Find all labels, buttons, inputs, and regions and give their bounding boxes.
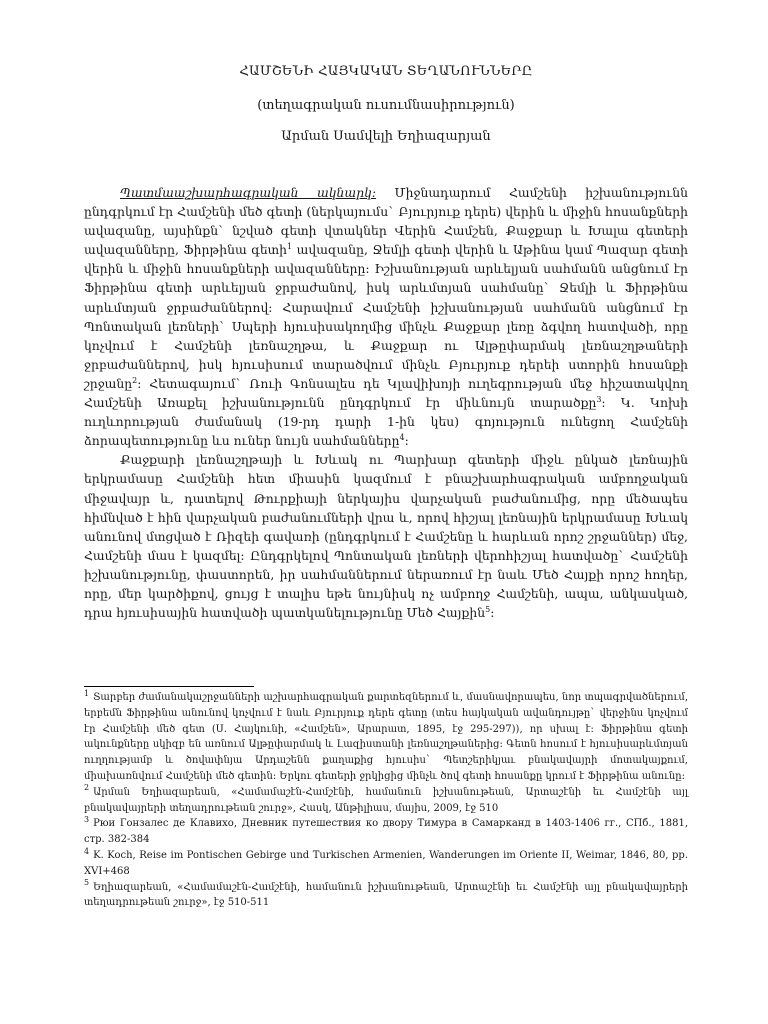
footnote-text: Արման Եղիազարեան, «Համամաշէն-Համշէնի, համանուն իշխանութեան, Արտաշէնի եւ Համշէնի այլ բնակավայրերի տեղադրութեան շուրջ», Հասկ, Անթիլիաս, մայիս, 2009, էջ 510 bbox=[84, 786, 688, 814]
footnote-4 bbox=[84, 848, 688, 880]
paragraph-text: ավազանը, Ջեմլի գետի վերին և Աթինա կամ Պազար գետի վերին և միջին հոսանքների ավազանները: Իշխանության արևելյան սահմանն անցնում էր Ֆիրթինա գետի արևելյան ջրբաժանով, իսկ արևմտյան սահմանը` Ջեմլի և Ֆիրթինա արևմտյան ջրբաժաններով: Հարավում Համշենի իշխանության սահմանն անցնում էր Պոնտական լեռների` Սպերի հյուսիսակողմից մինչև Քաջքար լեռը ձգվող հատվածի, որը կոչվում է Համշենի լեռնաշղթա, և Քաջքար ու Ալթըփարմակ լեռնաշղթաների ջրբաժաններով, իսկ հյուսիսում տարածվում մինչև Բյուրյուք դերեի ստորին հոսանքի շրջանը bbox=[84, 242, 688, 391]
section-heading: Պատմաաշխարհագրական ակնարկ: bbox=[120, 185, 377, 200]
footnote-text: K. Koch, Reise im Pontischen Gebirge und Turkischen Armenien, Wanderungen im Oriente II, Weimar, 1846, 80, pp. XVI+468 bbox=[84, 849, 688, 877]
paragraph-text: : bbox=[404, 433, 409, 449]
footnote-text: Рюи Гонзалес де Клавихо, Дневник путешествия ко двору Тимура в Самарканд в 1403-1406 гг., СПб., 1881, стр. 382-384 bbox=[84, 818, 688, 846]
footnote-number: 4 bbox=[84, 846, 90, 856]
footnote-ref: 4 bbox=[399, 433, 405, 443]
footnote-1 bbox=[84, 690, 688, 785]
paragraph-text: : Կ. Կոխի ուղևորության ժամանակ (19-րդ դարի 1-ին կես) գոյություն ունեցող Համշենի ձորապետությունը ևս ուներ նույն սահմանները bbox=[84, 395, 688, 449]
footnote-number: 5 bbox=[84, 878, 90, 888]
document-title: ՀԱՄՇԵՆԻ ՀԱՅԿԱԿԱՆ ՏԵՂԱՆՈՒՆՆԵՐԸ bbox=[239, 64, 533, 79]
footnote-2 bbox=[84, 785, 688, 817]
footnote-ref: 1 bbox=[287, 242, 293, 252]
footnote-ref: 2 bbox=[132, 375, 138, 385]
footnote-ref: 5 bbox=[485, 604, 491, 614]
footnote-divider bbox=[84, 686, 254, 687]
paragraph-text: : Հետագայում` Ռուի Գոնսալես դե Կլավիխոյի ուղեգրության մեջ հիշատակվող Համշենի Առաքել իշխանությունն ընդգրկում էր միևնույն տարածքը bbox=[84, 375, 688, 411]
document-subtitle: (տեղագրական ուսումնասիրություն) bbox=[257, 98, 515, 113]
footnote-3 bbox=[84, 816, 688, 848]
footnote-number: 2 bbox=[84, 783, 90, 793]
body-paragraph-1 bbox=[84, 183, 688, 450]
footnote-number: 1 bbox=[84, 688, 90, 698]
body-paragraph-2 bbox=[84, 450, 688, 622]
paragraph-text: Քաջքարի լեռնաշղթայի և Խևակ ու Պարխար գետերի միջև ընկած լեռնային երկրամասը Համշենի հետ միասին կազմում է բնաշխարհագրական ամբողջական միջավայր և, դատելով Թուրքիայի ներկայիս վարչական բաժանումից, որը մեծապես հիմնված է հին վարչական բաժանումների վրա և, որով հիշյալ լեռնային երկրամասը Խևակ անունով մտցված է Ռիզեի գավառի (ընդգրկում է Համշենը և հարևան որոշ շրջաններ) մեջ, Համշենի մաս է կազմել: Ընդգրկելով Պոնտական լեռների վերոհիշյալ հատվածը` Համշենի իշխանությունը, փաստորեն, իր սահմաններում ներառում էր նաև Մեծ Հայքի որոշ հողեր, որը, մեր կարծիքով, ցույց է տալիս եթե նույնիսկ ոչ ամբողջ Համշենի, ապա, անկասկած, դրա հյուսիսային հատվածի պատկանելությունը Մեծ Հայքին bbox=[84, 452, 688, 621]
paragraph-text: Միջնադարում Համշենի իշխանությունն ընդգրկում էր Համշենի մեծ գետի (ներկայումս` Բյուրյուք դերե) վերին և միջին հոսանքների ավազանը, այսինքն` նշված գետի վտակներ Վերին Համշեն, Քաջքար և Խալա գետերի ավազանները, Ֆիրթինա գետի bbox=[84, 185, 688, 258]
footnote-text: Տարբեր ժամանակաշրջանների աշխարհագրական քարտեզներում և, մասնավորապես, նոր տպագրվածներում, երբեմն Ֆիրթինա անունով կոչվում է նաև Բյուրյուք դերե գետը (տես հայկական ավանդույթը` վերջինս կոչվում էր Համշենի մեծ գետ (Ս. Հայկունի, «Համշեն», Արարատ, 1895, էջ 295-297)), որ սխալ է: Ֆիրթինա գետի ակունքները սկիզբ են առնում Ալթըփարմակ և Լազիստանի լեռնաշղթաներից: Գետն հոսում է հյուսիսարևմտյան ուղղությամբ և ծովափնյա Արդաշենն քաղաքից հյուսիս` Պետշերիկյաւ բնակավայրի մոտակայքում, միախառնվում Համշենի մեծ գետին: Երկու գետերի ջրկիցից մինչև ծով գետի հոսանքը կրում է Ֆիրթինա անունը: bbox=[84, 692, 688, 782]
footnote-5 bbox=[84, 880, 688, 912]
document-author: Արման Սամվելի Եղիազարյան bbox=[281, 129, 491, 144]
footnote-number: 3 bbox=[84, 815, 90, 825]
footnote-text: Եղիազարեան, «Համամաշէն-Համշէնի, համանուն իշխանութեան, Արտաշէնի եւ Համշէնի այլ բնակավայրերի տեղադրութեան շուրջ», էջ 510-511 bbox=[84, 881, 688, 909]
paragraph-text: : bbox=[490, 605, 495, 621]
footnote-ref: 3 bbox=[596, 394, 602, 404]
footnotes bbox=[84, 690, 688, 911]
document-page bbox=[84, 64, 688, 622]
